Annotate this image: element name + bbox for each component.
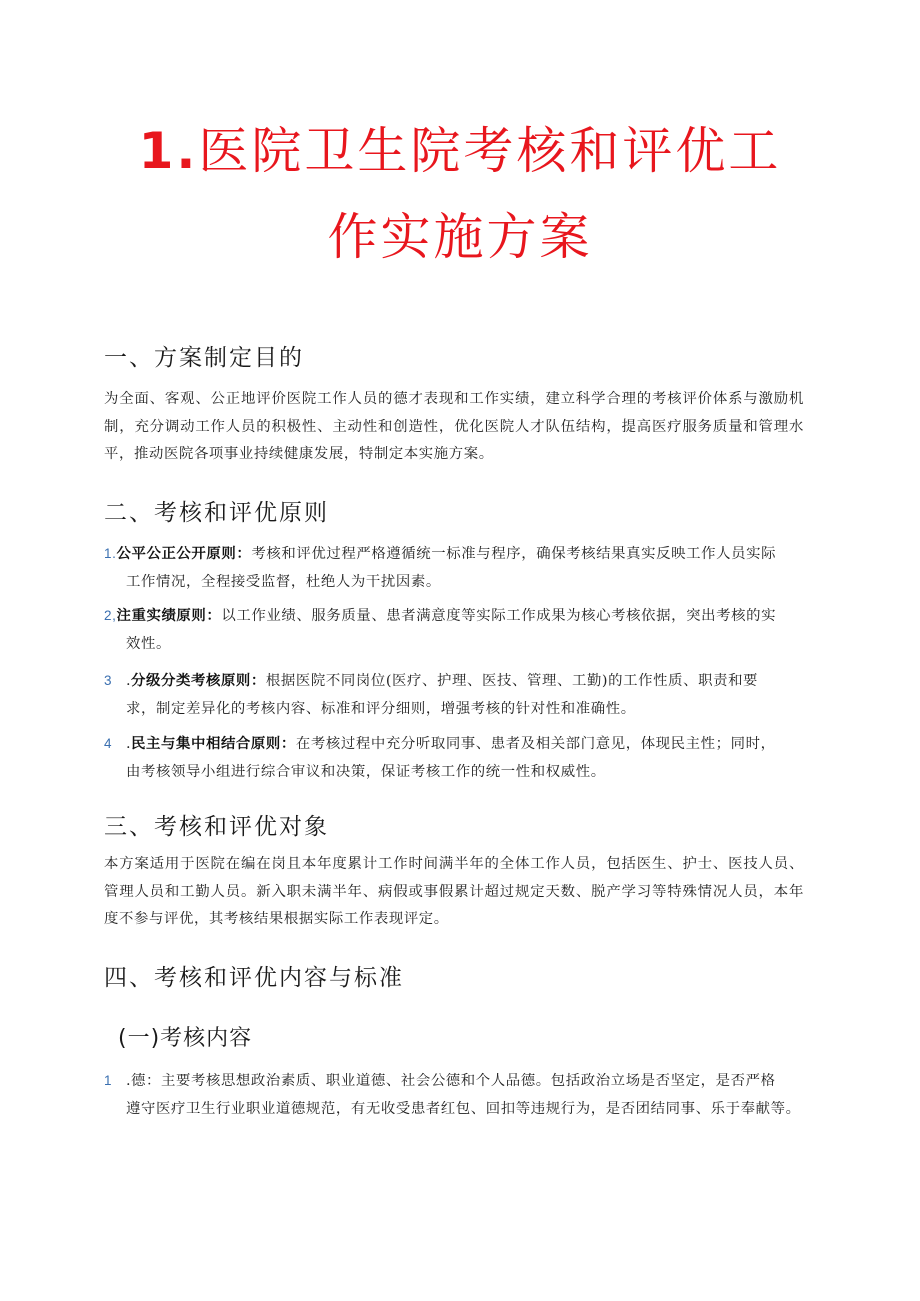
list-term: 公平公正公开原则：: [116, 545, 252, 562]
list-number: 1.: [104, 546, 117, 561]
section-heading-principles: 二、考核和评优原则: [104, 500, 329, 526]
list-number: 2,: [104, 608, 117, 623]
list-item: 1 .德：主要考核思想政治素质、职业道德、社会公德和个人品德。包括政治立场是否坚定，是否严格 遵守医疗卫生行业职业道德规范，有无收受患者红包、回扣等违规行为，是否团结同事、乐于奉献等。: [104, 1067, 802, 1123]
section-paragraph-purpose: 为全面、客观、公正地评价医院工作人员的德才表现和工作实绩，建立科学合理的考核评价体系与激励机制，充分调动工作人员的积极性、主动性和创造性，优化医院人才队伍结构，提高医疗服务质量和管理水平，推动医院各项事业持续健康发展，特制定本实施方案。: [104, 391, 804, 462]
list-item: 2,注重实绩原则：以工作业绩、服务质量、患者满意度等实际工作成果为核心考核依据，突出考核的实 效性。: [104, 602, 802, 658]
list-number: 1: [104, 1073, 113, 1088]
list-number: 4: [104, 736, 113, 751]
list-item: 1.公平公正公开原则：考核和评优过程严格遵循统一标准与程序，确保考核结果真实反映工作人员实际 工作情况，全程接受监督，杜绝人为干扰因素。: [104, 540, 802, 596]
document-title: [90, 108, 830, 280]
title-line-1: 1.医院卫生院考核和评优工: [138, 122, 782, 180]
list-term: 分级分类考核原则：: [131, 672, 266, 689]
list-term: 民主与集中相结合原则：: [131, 735, 296, 752]
subsection-heading-content: (一)考核内容: [118, 1026, 253, 1051]
list-item: 3 .分级分类考核原则：根据医院不同岗位(医疗、护理、医技、管理、工勤)的工作性质、职责和要 求，制定差异化的考核内容、标准和评分细则，增强考核的针对性和准确性。: [104, 667, 802, 723]
section-heading-targets: 三、考核和评优对象: [104, 814, 329, 840]
title-number: 1.: [138, 122, 199, 180]
section-heading-content-standards: 四、考核和评优内容与标准: [104, 965, 404, 991]
list-number: 3: [104, 673, 113, 688]
list-item: 4 .民主与集中相结合原则：在考核过程中充分听取同事、患者及相关部门意见，体现民主性；同时， 由考核领导小组进行综合审议和决策，保证考核工作的统一性和权威性。: [104, 730, 802, 786]
list-term: 注重实绩原则：: [116, 607, 222, 624]
section-heading-purpose: 一、方案制定目的: [104, 345, 304, 371]
title-line-2: 作实施方案: [327, 208, 593, 266]
section-paragraph-targets: 本方案适用于医院在编在岗且本年度累计工作时间满半年的全体工作人员，包括医生、护士、医技人员、管理人员和工勤人员。新入职未满半年、病假或事假累计超过规定天数、脱产学习等特殊情况人员，本年度不参与评优，其考核结果根据实际工作表现评定。: [104, 856, 804, 927]
